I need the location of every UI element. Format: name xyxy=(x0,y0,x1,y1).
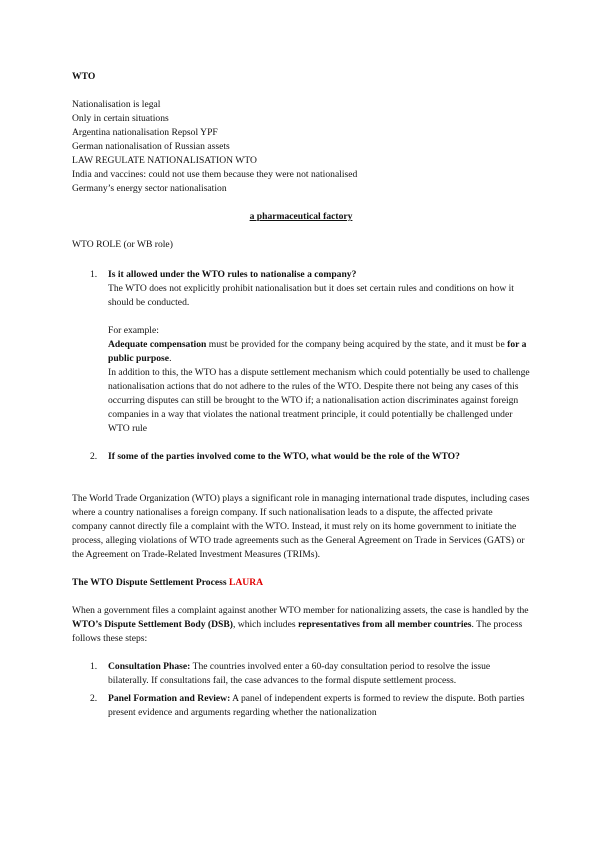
dispute-process-paragraph xyxy=(72,604,530,646)
note-line: Nationalisation is legal xyxy=(72,99,161,110)
dispute-process-title-text: The WTO Dispute Settlement Process xyxy=(72,577,227,588)
dsp-text: . The process follows these steps: xyxy=(72,619,523,644)
page-heading: WTO xyxy=(72,71,96,82)
intro-paragraph: The World Trade Organization (WTO) plays a significant role in managing international trade disputes, including cases where a country nationalises a foreign company. If such nationalisation leads to a dispute, the affected private company cannot directly file a complaint with the WTO. Instead, it must rely on its home government to initiate the process, alleging violations of WTO trade agreements such as the General Agreement on Trade in Services (GATS) or the Agreement on Trade-Related Investment Measures (TRIMs). xyxy=(72,493,530,560)
answer-1 xyxy=(72,282,530,436)
question-number: 1. xyxy=(90,269,98,280)
dsb-name: WTO’s Dispute Settlement Body (DSB) xyxy=(72,619,233,630)
steps-list xyxy=(72,660,530,720)
note-line: LAW REGULATE NATIONALISATION WTO xyxy=(72,155,257,166)
step-text: A panel of independent experts is formed to review the dispute. Both parties present evidence and arguments regarding whether the nationalization xyxy=(108,693,525,718)
public-purpose: for a public purpose xyxy=(108,339,527,364)
step-text: The countries involved enter a 60-day consultation period to resolve the issue bilaterally. If consultations fail, the case advances to the formal dispute settlement process. xyxy=(108,661,491,686)
dsb-members: representatives from all member countries xyxy=(297,619,472,630)
step-item xyxy=(72,660,530,688)
document-body xyxy=(72,70,530,724)
example-text-end: . xyxy=(169,353,172,364)
example-text-part: must be provided for the company being acquired by the state, and it must be xyxy=(206,339,508,350)
step-item xyxy=(72,692,530,720)
dispute-process-title xyxy=(72,576,530,590)
adequate-compensation: Adequate compensation xyxy=(108,339,207,350)
step-label: Panel Formation and Review: xyxy=(108,693,231,704)
author-name: LAURA xyxy=(228,577,264,588)
question-text: If some of the parties involved come to the WTO, what would be the role of the WTO? xyxy=(108,451,460,462)
notes-list xyxy=(72,98,530,196)
question-2 xyxy=(72,450,530,464)
role-line: WTO ROLE (or WB role) xyxy=(72,239,173,250)
note-line: German nationalisation of Russian assets xyxy=(72,141,230,152)
example-label: For example: xyxy=(108,325,159,336)
answer-more: In addition to this, the WTO has a dispute settlement mechanism which could potentially be used to challenge nationalisation actions that do not adhere to the rules of the WTO. Despite there not being any cases of this occurring disputes can still be brought to the WTO if; a nationalisation action discriminates against foreign companies in a way that violates the national treatment principle, it could potentially be challenged under WTO rule xyxy=(108,367,530,434)
note-line: India and vaccines: could not use them because they were not nationalised xyxy=(72,169,358,180)
dsp-text: When a government files a complaint against another WTO member for nationalizing assets, the case is handled by the xyxy=(72,605,529,616)
step-label: Consultation Phase: xyxy=(108,661,191,672)
step-number: 2. xyxy=(90,693,98,704)
dsp-text: , which includes xyxy=(232,619,298,630)
question-number: 2. xyxy=(90,451,98,462)
note-line: Germany’s energy sector nationalisation xyxy=(72,183,227,194)
question-1 xyxy=(72,268,530,282)
note-line: Only in certain situations xyxy=(72,113,169,124)
center-title: a pharmaceutical factory xyxy=(249,211,353,222)
example-text xyxy=(108,338,530,366)
answer-intro: The WTO does not explicitly prohibit nationalisation but it does set certain rules and conditions on how it should be conducted. xyxy=(108,283,514,308)
note-line: Argentina nationalisation Repsol YPF xyxy=(72,127,218,138)
question-text: Is it allowed under the WTO rules to nationalise a company? xyxy=(108,269,357,280)
step-number: 1. xyxy=(90,661,98,672)
